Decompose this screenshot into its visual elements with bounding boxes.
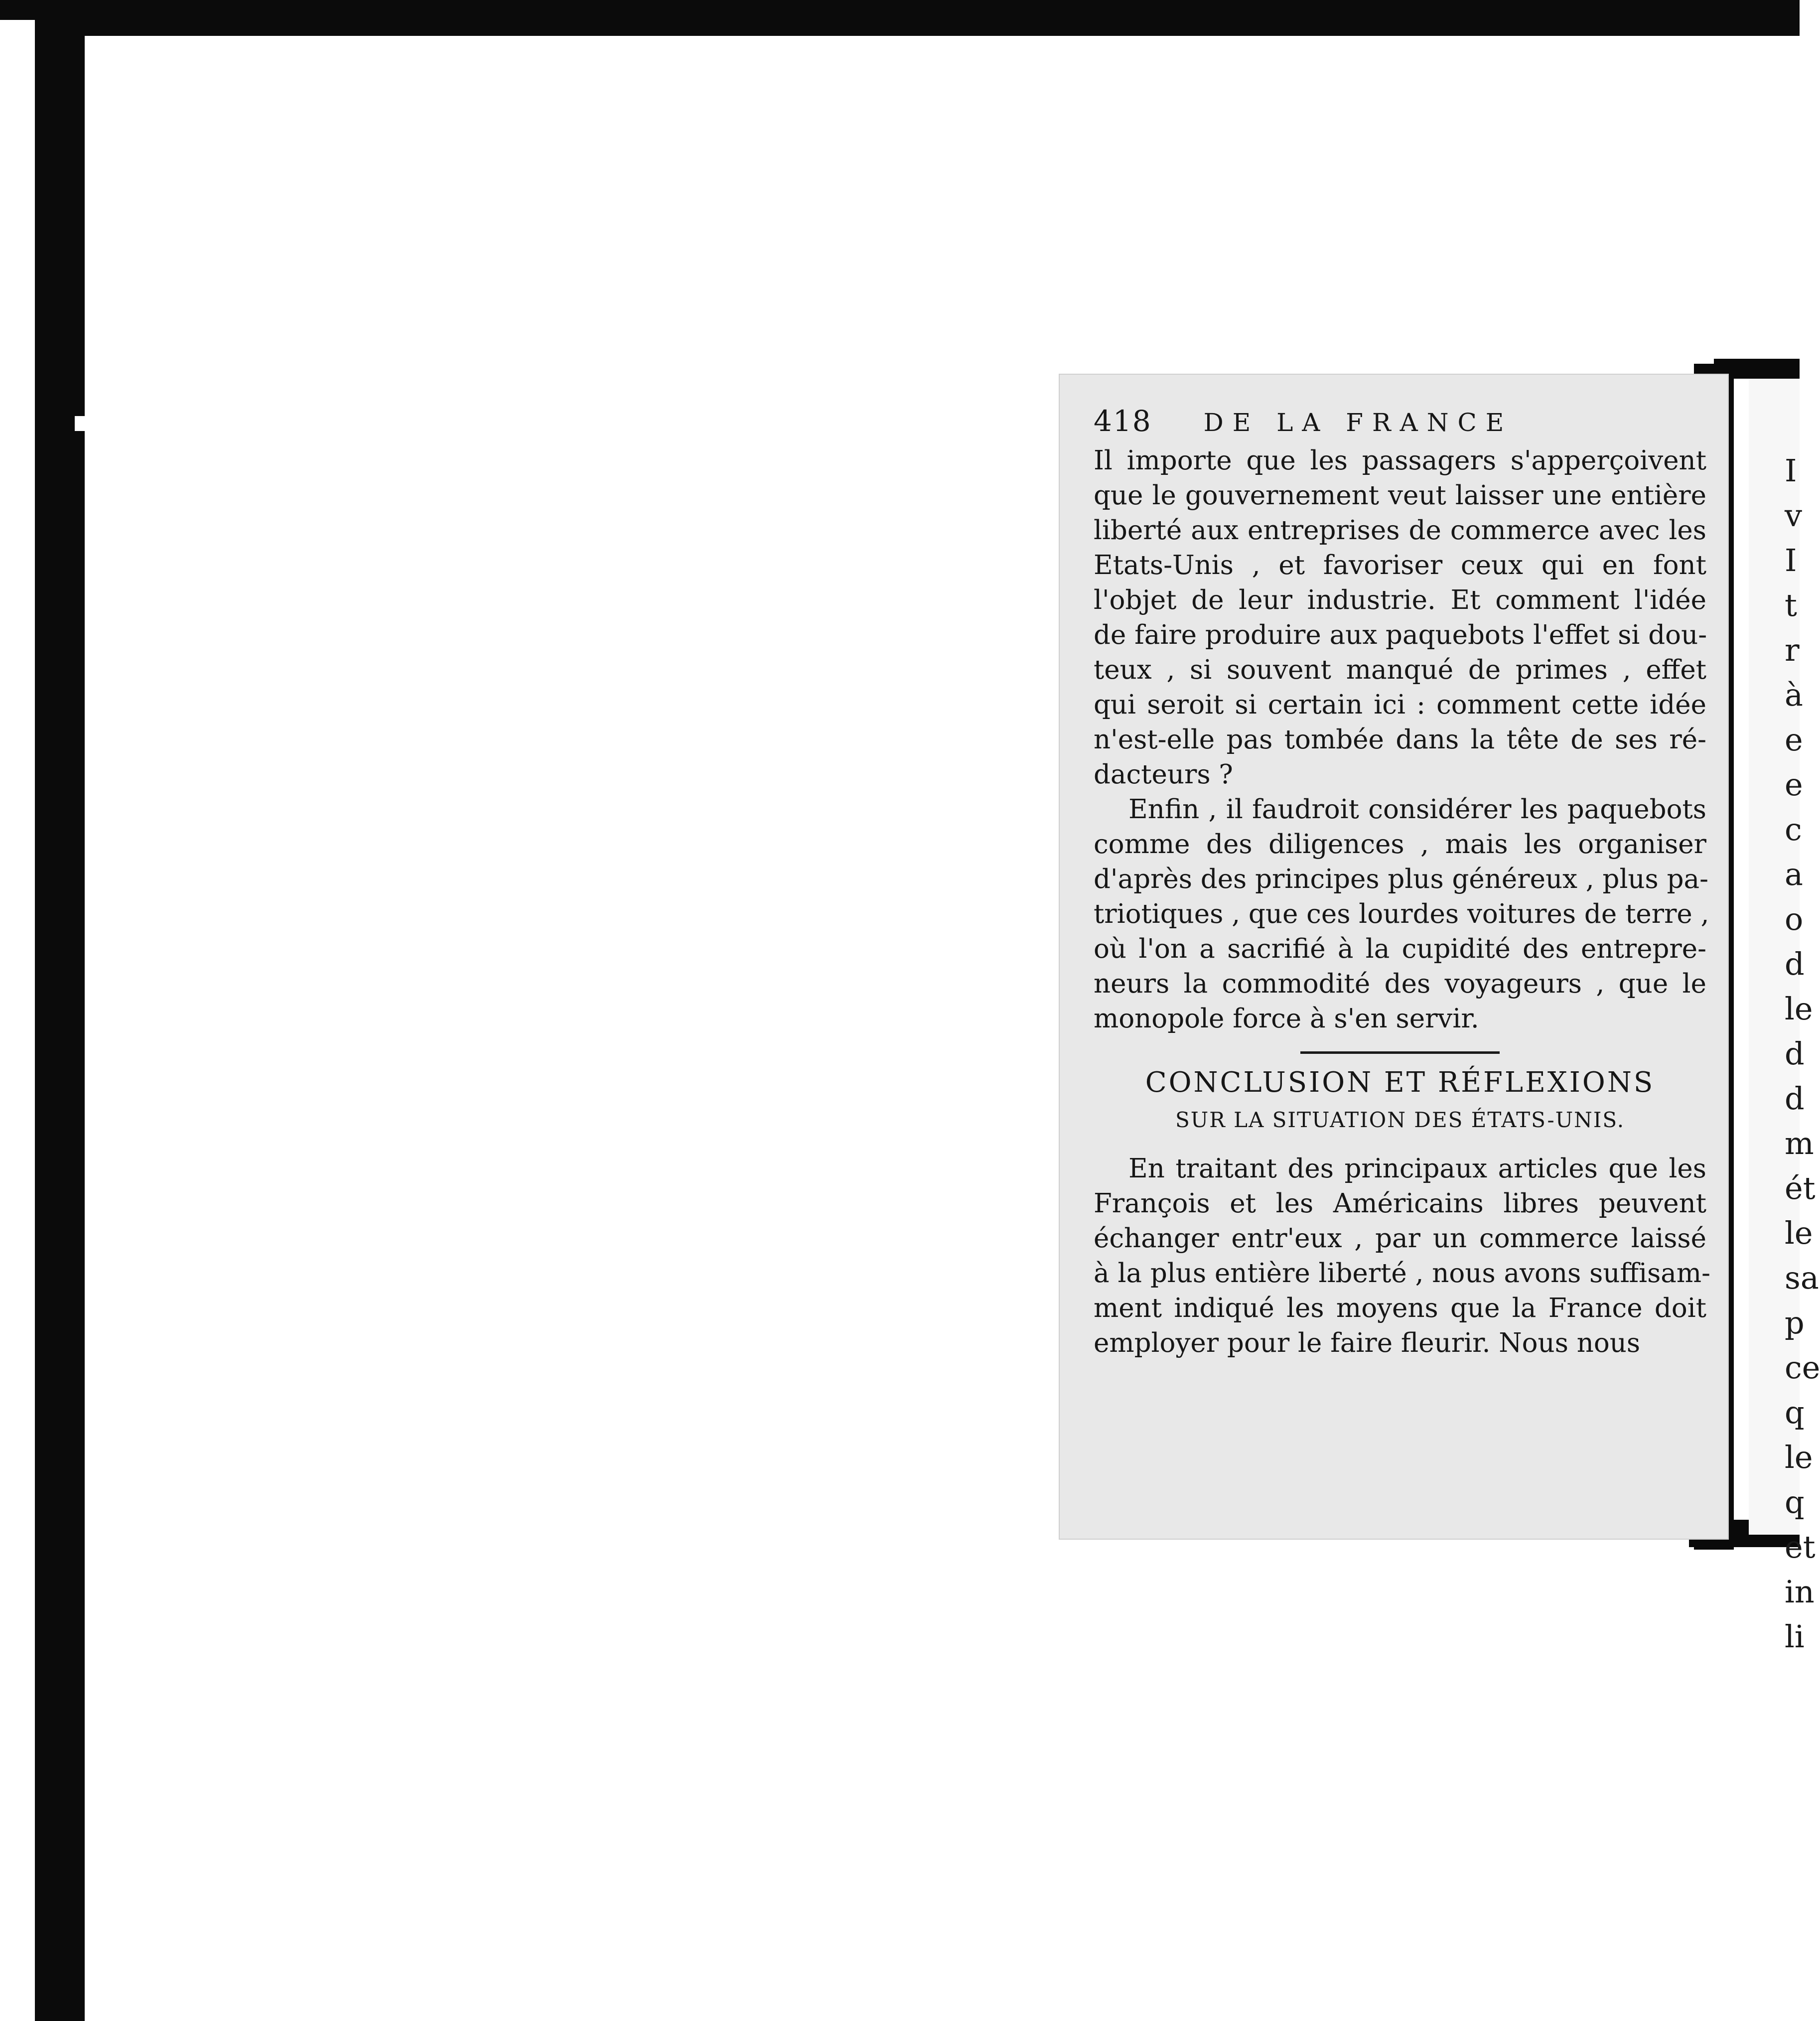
facing-fragment: e <box>1785 722 1803 758</box>
facing-page-fragments <box>1785 448 1820 1659</box>
facing-fragment: et <box>1785 1529 1816 1565</box>
text-line: Etats-Unis , et favoriser ceux qui en font <box>1094 550 1706 580</box>
text-line: à la plus entière liberté , nous avons suffisam- <box>1094 1258 1711 1289</box>
facing-fragment: le <box>1785 991 1813 1027</box>
text-line: qui seroit si certain ici : comment cette idée <box>1094 690 1706 720</box>
page-number: 418 <box>1094 404 1152 438</box>
text-line: Il importe que les passagers s'apperçoivent <box>1094 445 1706 476</box>
text-line: dacteurs ? <box>1094 759 1233 790</box>
facing-fragment: e <box>1785 766 1803 803</box>
book-page <box>1059 374 1729 1540</box>
facing-fragment: à <box>1785 677 1803 713</box>
facing-fragment: r <box>1785 632 1800 668</box>
facing-fragment: ét <box>1785 1170 1816 1206</box>
facing-fragment: t <box>1785 587 1797 623</box>
film-frame-left-edge <box>0 20 35 2021</box>
facing-fragment: sa <box>1785 1260 1819 1296</box>
text-line: que le gouvernement veut laisser une entière <box>1094 480 1706 511</box>
paragraph-passagers <box>1094 443 1706 792</box>
facing-fragment: v <box>1785 497 1803 534</box>
facing-fragment: in <box>1785 1574 1815 1610</box>
text-line: liberté aux entreprises de commerce avec les <box>1094 515 1706 546</box>
text-line: d'après des principes plus généreux , plus pa- <box>1094 864 1709 894</box>
text-line: échanger entr'eux , par un commerce laissé <box>1094 1223 1706 1254</box>
facing-fragment: le <box>1785 1439 1813 1475</box>
facing-fragment: d <box>1785 946 1805 982</box>
text-line: triotiques , que ces lourdes voitures de terre , <box>1094 899 1709 929</box>
text-line: n'est-elle pas tombée dans la tête de ses ré- <box>1094 724 1706 755</box>
text-line: Enfin , il faudroit considérer les paquebots <box>1128 794 1706 825</box>
text-line: monopole force à s'en servir. <box>1094 1004 1479 1034</box>
facing-fragment: I <box>1785 452 1797 489</box>
text-line: employer pour le faire fleurir. Nous nous <box>1094 1328 1641 1358</box>
facing-fragment: m <box>1785 1125 1814 1161</box>
text-line: de faire produire aux paquebots l'effet si dou- <box>1094 620 1707 650</box>
facing-fragment: q <box>1785 1394 1805 1431</box>
facing-fragment: o <box>1785 901 1804 937</box>
facing-fragment: ce <box>1785 1349 1820 1386</box>
text-line: neurs la commodité des voyageurs , que le <box>1094 969 1706 999</box>
film-frame-top <box>0 0 1800 36</box>
section-subtitle: SUR LA SITUATION DES ÉTATS-UNIS. <box>1175 1108 1625 1132</box>
facing-fragment: a <box>1785 856 1803 892</box>
text-line: l'objet de leur industrie. Et comment l'idée <box>1094 585 1706 615</box>
film-frame-notch <box>75 416 85 431</box>
text-line: comme des diligences , mais les organiser <box>1094 829 1706 860</box>
facing-fragment: le <box>1785 1215 1813 1251</box>
facing-fragment: d <box>1785 1035 1805 1072</box>
facing-fragment: p <box>1785 1304 1805 1341</box>
text-line: En traitant des principaux articles que les <box>1128 1154 1706 1184</box>
facing-fragment: I <box>1785 542 1797 578</box>
running-head: DE LA FRANCE <box>1203 408 1513 437</box>
page-body <box>1094 404 1711 1361</box>
text-line: François et les Américains libres peuvent <box>1094 1188 1706 1219</box>
paragraph-conclusion <box>1094 1152 1711 1361</box>
facing-fragment: c <box>1785 811 1802 848</box>
facing-fragment: li <box>1785 1618 1805 1655</box>
text-line: où l'on a sacrifié à la cupidité des entrepre- <box>1094 934 1706 964</box>
facing-fragment: d <box>1785 1080 1805 1117</box>
text-line: ment indiqué les moyens que la France doit <box>1094 1293 1706 1323</box>
text-line: teux , si souvent manqué de primes , effet <box>1094 655 1706 685</box>
section-title: CONCLUSION ET RÉFLEXIONS <box>1145 1066 1655 1099</box>
section-divider <box>1300 1051 1500 1054</box>
facing-fragment: q <box>1785 1484 1805 1520</box>
running-header <box>1094 404 1706 443</box>
paragraph-paquebots <box>1094 792 1709 1036</box>
